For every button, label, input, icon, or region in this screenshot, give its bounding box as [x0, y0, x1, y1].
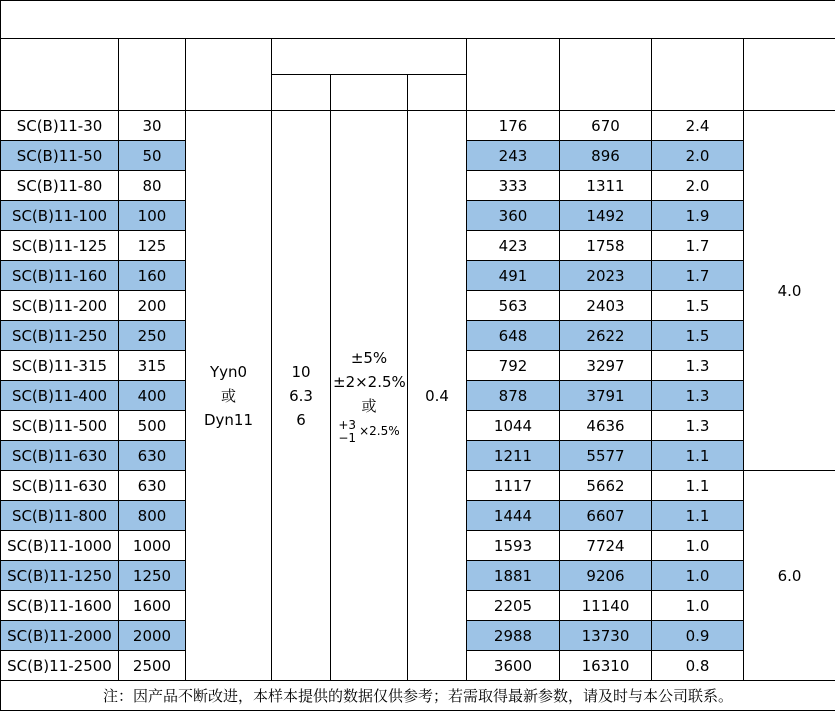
model-cell: SC(B)11-1250: [1, 561, 119, 591]
load-loss-cell: 6607: [560, 501, 652, 531]
capacity-cell: 50: [119, 141, 186, 171]
tap-fraction-bottom: −1: [338, 431, 357, 445]
no-load-current-cell: 1.7: [652, 231, 744, 261]
load-loss-cell: 13730: [560, 621, 652, 651]
capacity-cell: 1000: [119, 531, 186, 561]
no-load-loss-cell: 1117: [467, 471, 560, 501]
capacity-cell: 30: [119, 111, 186, 141]
tap-range-line: 或: [361, 396, 377, 415]
tap-range-cell: [331, 111, 408, 681]
footer-row: [1, 681, 835, 711]
no-load-loss-cell: 1044: [467, 411, 560, 441]
capacity-cell: 1600: [119, 591, 186, 621]
capacity-cell: 315: [119, 351, 186, 381]
no-load-current-cell: 0.9: [652, 621, 744, 651]
capacity-cell: 125: [119, 231, 186, 261]
load-loss-cell: 896: [560, 141, 652, 171]
no-load-current-cell: 1.5: [652, 291, 744, 321]
load-loss-cell: 16310: [560, 651, 652, 681]
hv-value-line: 6: [296, 410, 306, 429]
model-cell: SC(B)11-50: [1, 141, 119, 171]
header-no-load-current: 空载电流(%): [652, 39, 744, 111]
load-loss-cell: 11140: [560, 591, 652, 621]
no-load-current-cell: 2.4: [652, 111, 744, 141]
no-load-current-cell: 1.1: [652, 441, 744, 471]
model-cell: SC(B)11-125: [1, 231, 119, 261]
title-row: [1, 1, 835, 39]
header-hv: 高压: [272, 75, 331, 111]
no-load-loss-cell: 333: [467, 171, 560, 201]
model-cell: SC(B)11-1600: [1, 591, 119, 621]
header-impedance: 短路抗阻(%): [744, 39, 835, 111]
model-cell: SC(B)11-630: [1, 441, 119, 471]
vector-group-cell: [186, 111, 272, 681]
load-loss-cell: 9206: [560, 561, 652, 591]
model-cell: SC(B)11-30: [1, 111, 119, 141]
capacity-cell: 100: [119, 201, 186, 231]
no-load-current-cell: 1.9: [652, 201, 744, 231]
capacity-cell: 400: [119, 381, 186, 411]
capacity-cell: 630: [119, 441, 186, 471]
load-loss-cell: 2403: [560, 291, 652, 321]
capacity-cell: 500: [119, 411, 186, 441]
no-load-current-cell: 1.1: [652, 501, 744, 531]
no-load-loss-cell: 423: [467, 231, 560, 261]
model-cell: SC(B)11-400: [1, 381, 119, 411]
load-loss-cell: 5577: [560, 441, 652, 471]
tap-range-line: ±2×2.5%: [333, 372, 406, 391]
model-cell: SC(B)11-630: [1, 471, 119, 501]
header-vector-group: 联结组标号: [186, 39, 272, 111]
vector-group-line: 或: [220, 386, 236, 405]
model-cell: SC(B)11-2000: [1, 621, 119, 651]
model-cell: SC(B)11-80: [1, 171, 119, 201]
model-cell: SC(B)11-160: [1, 261, 119, 291]
footer-note: 注：因产品不断改进，本样本提供的数据仅供参考；若需取得最新参数，请及时与本公司联系。: [1, 681, 835, 711]
no-load-loss-cell: 491: [467, 261, 560, 291]
header-row-1: [1, 39, 835, 75]
load-loss-cell: 2622: [560, 321, 652, 351]
load-loss-cell: 1492: [560, 201, 652, 231]
header-model: 型号: [1, 39, 119, 111]
model-cell: SC(B)11-500: [1, 411, 119, 441]
header-lv: 低压: [408, 75, 467, 111]
no-load-loss-cell: 2205: [467, 591, 560, 621]
impedance-cell: 4.0: [744, 111, 835, 471]
header-tap-range: 分接范围: [331, 75, 408, 111]
load-loss-cell: 670: [560, 111, 652, 141]
no-load-current-cell: 1.0: [652, 591, 744, 621]
no-load-loss-cell: 648: [467, 321, 560, 351]
model-cell: SC(B)11-250: [1, 321, 119, 351]
table-row: [1, 111, 835, 141]
load-loss-cell: 1758: [560, 231, 652, 261]
vector-group-line: Yyn0: [209, 362, 248, 381]
model-cell: SC(B)11-2500: [1, 651, 119, 681]
capacity-cell: 1250: [119, 561, 186, 591]
header-no-load-loss: 空载损耗(W): [467, 39, 560, 111]
no-load-loss-cell: 1593: [467, 531, 560, 561]
capacity-cell: 800: [119, 501, 186, 531]
model-cell: SC(B)11-315: [1, 351, 119, 381]
load-loss-cell: 2023: [560, 261, 652, 291]
load-loss-cell: 1311: [560, 171, 652, 201]
no-load-current-cell: 1.0: [652, 561, 744, 591]
no-load-loss-cell: 1211: [467, 441, 560, 471]
no-load-loss-cell: 176: [467, 111, 560, 141]
model-cell: SC(B)11-800: [1, 501, 119, 531]
tap-fraction-top: +3: [338, 417, 357, 432]
no-load-loss-cell: 2988: [467, 621, 560, 651]
no-load-loss-cell: 792: [467, 351, 560, 381]
model-cell: SC(B)11-1000: [1, 531, 119, 561]
model-cell: SC(B)11-200: [1, 291, 119, 321]
tap-fraction: [333, 419, 405, 445]
capacity-cell: 250: [119, 321, 186, 351]
hv-value-line: 10: [291, 362, 311, 381]
load-loss-cell: 4636: [560, 411, 652, 441]
page-title: SC(B)11型10KV系列主要性能参数：: [1, 1, 835, 39]
capacity-cell: 2500: [119, 651, 186, 681]
no-load-loss-cell: 360: [467, 201, 560, 231]
capacity-cell: 160: [119, 261, 186, 291]
no-load-current-cell: 1.7: [652, 261, 744, 291]
no-load-current-cell: 1.3: [652, 411, 744, 441]
no-load-loss-cell: 563: [467, 291, 560, 321]
vector-group-line: Dyn11: [203, 410, 254, 429]
capacity-cell: 200: [119, 291, 186, 321]
load-loss-cell: 5662: [560, 471, 652, 501]
no-load-current-cell: 2.0: [652, 141, 744, 171]
no-load-current-cell: 1.1: [652, 471, 744, 501]
no-load-loss-cell: 243: [467, 141, 560, 171]
header-capacity-line2: （KVA）: [121, 75, 185, 94]
no-load-loss-cell: 1881: [467, 561, 560, 591]
hv-values-cell: [272, 111, 331, 681]
no-load-current-cell: 1.5: [652, 321, 744, 351]
no-load-current-cell: 0.8: [652, 651, 744, 681]
load-loss-cell: 3791: [560, 381, 652, 411]
no-load-loss-cell: 3600: [467, 651, 560, 681]
table-body: [1, 111, 835, 681]
no-load-loss-cell: 1444: [467, 501, 560, 531]
tap-range-line: ±5%: [350, 348, 388, 367]
no-load-current-cell: 2.0: [652, 171, 744, 201]
no-load-current-cell: 1.3: [652, 351, 744, 381]
header-capacity: [119, 39, 186, 111]
capacity-cell: 80: [119, 171, 186, 201]
header-load-loss: 负载损耗(W): [560, 39, 652, 111]
capacity-cell: 2000: [119, 621, 186, 651]
no-load-current-cell: 1.0: [652, 531, 744, 561]
header-capacity-line1: 额定容量: [121, 55, 182, 74]
impedance-cell: 6.0: [744, 471, 835, 681]
load-loss-cell: 7724: [560, 531, 652, 561]
load-loss-cell: 3297: [560, 351, 652, 381]
header-voltage-combo: 电载组合(KV): [272, 39, 467, 75]
tap-fraction-stack: [338, 419, 356, 445]
model-cell: SC(B)11-100: [1, 201, 119, 231]
hv-value-line: 6.3: [289, 386, 313, 405]
no-load-current-cell: 1.3: [652, 381, 744, 411]
capacity-cell: 630: [119, 471, 186, 501]
no-load-loss-cell: 878: [467, 381, 560, 411]
lv-value-cell: 0.4: [408, 111, 467, 681]
tap-fraction-suffix: ×2.5%: [359, 424, 400, 439]
